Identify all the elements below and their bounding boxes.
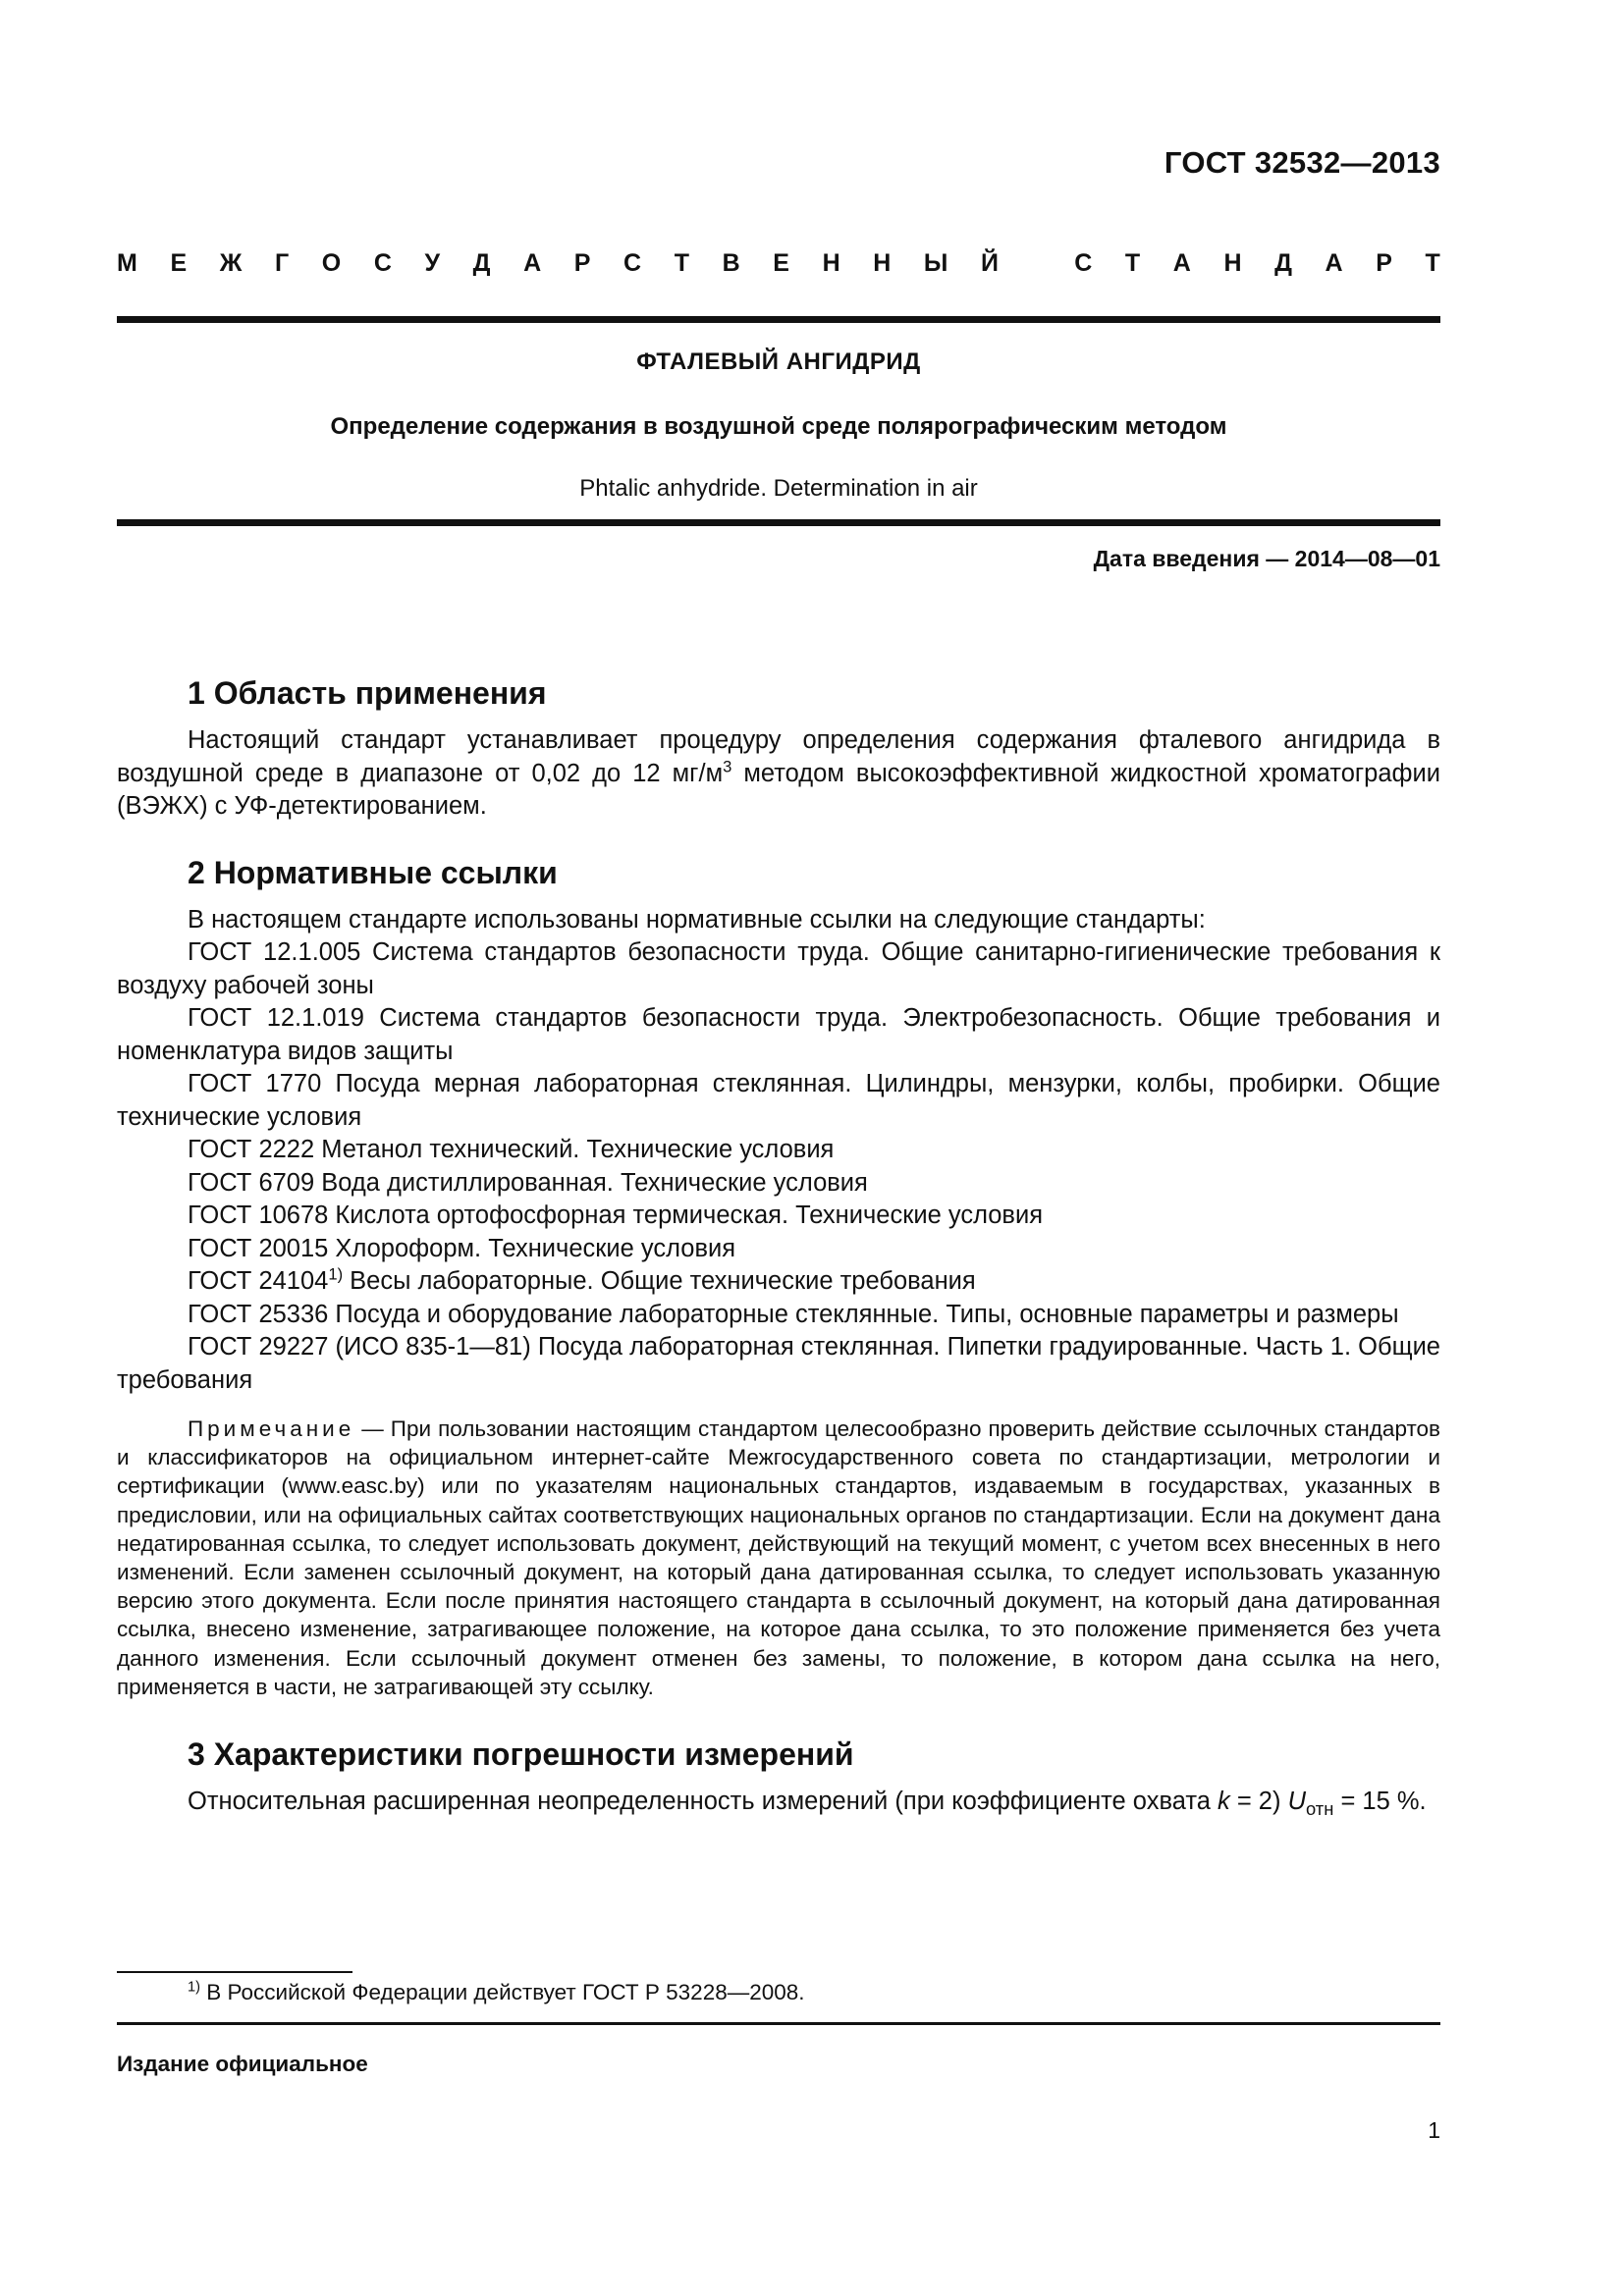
reference-item: ГОСТ 12.1.005 Система стандартов безопасности труда. Общие санитарно-гигиенические требования к воздуху рабочей зоны (117, 938, 1440, 999)
banner-letter: Т (1425, 249, 1440, 277)
banner-letter: Ж (219, 249, 243, 277)
note-text: — При пользовании настоящим стандартом целесообразно проверить действие ссылочных стандартов и классификаторов на официальном интернет-сайте Межгосударственного совета по стандартизации, метрологии и сертификации (www.easc.by) или по указателям национальных стандартов, издаваемым в государствах, указанных в предисловии, или на официальных сайтах соответствующих национальных органов по стандартизации. Если на документ дана недатированная ссылка, то следует использовать документ, действующий на текущий момент, с учетом всех внесенных в него изменений. Если заменен ссылочный документ, на который дана датированная ссылка, то следует использовать указанную версию этого документа. Если после принятия настоящего стандарта в ссылочный документ, на который дана датированная ссылка, внесено изменение, затрагивающее положение, на которое дана ссылка, то это положение применяется без учета данного изменения. Если ссылочный документ отменен без замены, то положение, в котором дана ссылка на него, применяется в части, не затрагивающей эту ссылку. (117, 1416, 1440, 1699)
section-3-heading: 3 Характеристики погрешности измерений (188, 1736, 854, 1773)
coverage-factor-symbol: k (1218, 1788, 1230, 1816)
banner-letter: С (373, 249, 392, 277)
document-body (117, 673, 1440, 1819)
section-1-text-end: методом высокоэффективной жидкостной хроматографии (ВЭЖХ) с УФ-детектированием. (117, 759, 1441, 820)
standard-number: ГОСТ 32532—2013 (1164, 145, 1440, 180)
banner-letter: Д (472, 249, 491, 277)
cubic-superscript: 3 (723, 757, 732, 775)
banner-letter: А (523, 249, 542, 277)
banner-letter: О (321, 249, 342, 277)
english-title: Phtalic anhydride. Determination in air (579, 475, 978, 502)
section-2-lead: В настоящем стандарте использованы нормативные ссылки на следующие стандарты: (188, 905, 1206, 934)
reference-item: ГОСТ 25336 Посуда и оборудование лабораторные стеклянные. Типы, основные параметры и размеры (188, 1300, 1399, 1328)
reference-item: ГОСТ 2222 Метанол технический. Технические условия (188, 1136, 835, 1163)
section-3-paragraph (117, 1786, 1440, 1819)
footnote-separator (117, 1971, 352, 1973)
banner-letter: С (623, 249, 642, 277)
reference-item: ГОСТ 12.1.019 Система стандартов безопасности труда. Электробезопасность. Общие требования и номенклатура видов защиты (117, 1004, 1440, 1065)
banner-letter: Р (1376, 249, 1392, 277)
banner-letter: Н (873, 249, 892, 277)
document-title: ФТАЛЕВЫЙ АНГИДРИД (636, 348, 921, 375)
section-3-text-end: = 15 %. (1333, 1788, 1427, 1816)
reference-item: ГОСТ 29227 (ИСО 835-1—81) Посуда лабораторная стеклянная. Пипетки градуированные. Часть 1. Общие требования (117, 1333, 1440, 1394)
section-3-text: Относительная расширенная неопределенность измерений (при коэффициенте охвата (188, 1788, 1218, 1816)
banner-letter: У (424, 249, 441, 277)
banner-letter: Р (573, 249, 591, 277)
document-subtitle: Определение содержания в воздушной среде полярографическим методом (330, 413, 1227, 440)
banner-letter: Т (674, 249, 689, 277)
section-1-text: Настоящий стандарт устанавливает процедуру определения содержания фталевого ангидрида в воздушной среде в диапазоне от 0,02 до 12 мг/м (117, 726, 1440, 787)
banner-letter: М (117, 249, 137, 277)
section-2-heading: 2 Нормативные ссылки (188, 854, 558, 890)
reference-code: ГОСТ 24104 (188, 1267, 329, 1295)
edition-label: Издание официальное (117, 2052, 368, 2076)
banner-letter: Т (1124, 249, 1141, 277)
footnote-text: В Российской Федерации действует ГОСТ Р 53228—2008. (200, 1980, 805, 2004)
reference-item: ГОСТ 20015 Хлороформ. Технические условия (188, 1234, 736, 1262)
banner-letter: Д (1274, 249, 1292, 277)
section-1-heading: 1 Область применения (188, 675, 547, 711)
banner-letter: Ы (923, 249, 948, 277)
footnote-marker[interactable]: 1) (328, 1264, 344, 1284)
header-rule-top (117, 316, 1440, 323)
page-number: 1 (1428, 2117, 1440, 2143)
banner-letter: С (1074, 249, 1093, 277)
footnote-number: 1) (188, 1979, 200, 1996)
section-3-text-mid: = 2) (1229, 1788, 1288, 1816)
section-1-paragraph (117, 724, 1440, 824)
reference-item: ГОСТ 10678 Кислота ортофосфорная термическая. Технические условия (188, 1201, 1044, 1229)
banner-letter: А (1325, 249, 1343, 277)
banner-letter (1032, 249, 1042, 278)
banner-letter: Н (1223, 249, 1242, 277)
note-label: Примечание (188, 1416, 355, 1441)
reference-text: Весы лабораторные. Общие технические требования (343, 1267, 976, 1295)
reference-item: ГОСТ 1770 Посуда мерная лабораторная стеклянная. Цилиндры, мензурки, колбы, пробирки. Общие технические условия (117, 1070, 1440, 1131)
reference-item: ГОСТ 6709 Вода дистиллированная. Технические условия (188, 1168, 868, 1197)
interstate-standard-banner (117, 249, 1440, 278)
header-rule-bottom (117, 519, 1440, 526)
banner-letter: В (722, 249, 740, 277)
introduction-date: Дата введения — 2014—08—01 (1093, 546, 1440, 571)
uncertainty-subscript: отн (1306, 1798, 1334, 1820)
banner-letter: Г (274, 249, 290, 277)
document-page (117, 0, 1440, 2296)
banner-letter: А (1172, 249, 1191, 277)
banner-letter: Е (773, 249, 789, 277)
reference-item-24104 (117, 1265, 1440, 1299)
banner-letter: Е (170, 249, 188, 277)
banner-letter: Н (822, 249, 840, 277)
footer-rule (117, 2022, 1440, 2025)
uncertainty-symbol: U (1287, 1788, 1306, 1816)
note-paragraph (117, 1415, 1440, 1701)
banner-letter: Й (981, 249, 999, 277)
footnote (188, 1980, 805, 2005)
